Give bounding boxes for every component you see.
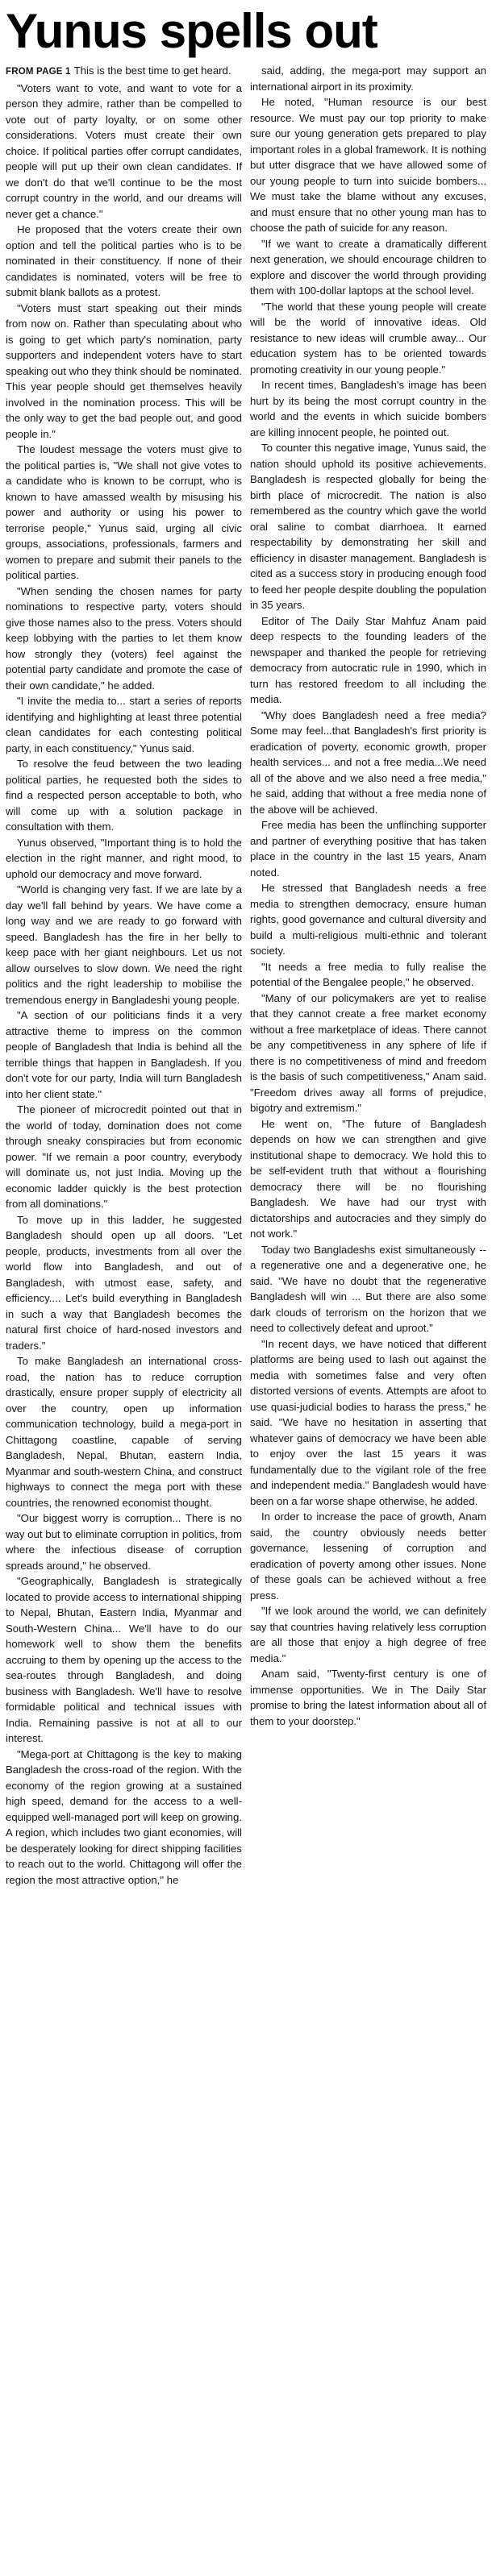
article-paragraph: "Voters want to vote, and want to vote for a person they admire, rather than be compelled to vote out of party loyalty, or on some other considerations. Voters must create their own choice. If political parties offer corrupt candidates, people will put up their own clean candidates. If we don't do that we'll continue to be the most corrupt country in the world, and our dreams will never get a chance." [6, 81, 242, 220]
article-paragraph: The loudest message the voters must give to the political parties is, "We shall not give votes to a candidate who is known to be corrupt, who is known to have amassed wealth by misusing his power and authority or using his power to terrorise people," Yunus said, urging all civic groups, associations, professionals, farmers and women to prepare and submit their panels to the political parties. [6, 443, 242, 581]
article-paragraph: He went on, "The future of Bangladesh depends on how we can strengthen and give institutional shape to democracy. We hold this to be self-evident truth that without a flourishing democracy there will be no flourishing Bangladesh. We have had our tryst with dictatorships and autocracies and they simply do not work." [250, 1117, 486, 1240]
article-body [6, 63, 486, 1888]
article-paragraph: The pioneer of microcredit pointed out that in the world of today, domination does not come through sneaky conspiracies but from economic power. "If we remain a poor country, everybody will dominate us, not just India. Moving up the economic ladder quickly is the best protection from all dominations." [6, 1103, 242, 1210]
article-column-right [250, 63, 486, 1888]
article-paragraph: "If we want to create a dramatically different next generation, we should encourage children to explore and discover the world through providing them with 100-dollar laptops at the school level. [250, 237, 486, 297]
article-paragraph: "When sending the chosen names for party nominations to respective party, voters should give those names also to the press. Voters should keep lobbying with the parties to let them know how strongly they (voters) feel against the potential party candidate and promote the case of their own candidate," he added. [6, 584, 242, 692]
kicker-label: FROM PAGE 1 [6, 67, 71, 77]
article-paragraph: "Our biggest worry is corruption... There is no way out but to eliminate corruption in politics, from where the infectious disease of corruption spreads around," he observed. [6, 1512, 242, 1572]
article-paragraph: "Voters must start speaking out their minds from now on. Rather than speculating about who is going to get which party's nomination, party supporters and independent voters have to start speaking out who they think should be nominated. This year people should get themselves heavily involved in the nomination process. This will be the only way to get the bad people out, and good people in." [6, 301, 242, 440]
article-paragraph: "In recent days, we have noticed that different platforms are being used to lash out against the media with sometimes false and very often distorted versions of events. Attempts are afoot to use quasi-judicial bodies to harass the press," he said. "We have no hesitation in asserting that whatever gains of democracy we have been able to enjoy over the last 15 years it was fundamentally due to the vigilant role of the free and independent media." Bangladesh would have been on a far worse shape otherwise, he added. [250, 1337, 486, 1507]
paragraph-text: This is the best time to get heard. [73, 64, 231, 77]
article-paragraph: To move up in this ladder, he suggested Bangladesh should open up all doors. "Let people, products, investments from all over the world flow into Bangladesh, and out of Bangladesh, with utmost ease, safety, and efficiency.... Let's build everything in Bangladesh in such a way that Bangladesh becomes the natural first choice of hard-nosed investors and traders." [6, 1213, 242, 1352]
article-paragraph: "Many of our policymakers are yet to realise that they cannot create a free market economy without a free marketplace of ideas. There cannot be any competitiveness in any sphere of life if there is no competitiveness of mind and freedom is the basis of such competitiveness," Anam said. "Freedom drives away all forms of prejudice, bigotry and extremism." [250, 991, 486, 1114]
article-paragraph: He proposed that the voters create their own option and tell the political parties who is to be nominated in their constituency. If none of their candidates is nominated, voters will be free to submit blank ballots as a protest. [6, 223, 242, 298]
article-paragraph: "Geographically, Bangladesh is strategically located to provide access to international shipping to Nepal, Bhutan, Eastern India, Myanmar and South-Western China... We'll have to do our homework well to show them the benefits accruing to them by opening up the access to the sea-routes through Bangladesh, and doing business with Bangladesh. We'll have to resolve formidable political and technical issues with India. Remaining passive is not at all to our interest. [6, 1575, 242, 1744]
article-paragraph: Anam said, "Twenty-first century is one of immense opportunities. We in The Daily Star promise to bring the latest information about all of them to your doorstep." [250, 1668, 486, 1727]
headline: Yunus spells out [6, 4, 377, 58]
article-column-left [6, 63, 242, 1888]
article-paragraph: Today two Bangladeshs exist simultaneously -- a regenerative one and a degenerative one, he said. "We have no doubt that the regenerative Bangladesh will win ... But there are also some dark clouds of terrorism on the horizon that we need to collectively defeat and uproot." [250, 1243, 486, 1334]
article-paragraph: "World is changing very fast. If we are late by a day we'll fall behind by years. We have come a long way and we are ready to go forward with speed. Bangladesh has the fire in her belly to keep pace with her giant neighbours. Let us not allow ourselves to slow down. We need the right politics and the right leadership to mobilise the tremendous energy in Bangladeshi young people. [6, 883, 242, 1006]
article-paragraph: said, adding, the mega-port may support an international airport in its proximity. [250, 64, 486, 93]
article-paragraph: In recent times, Bangladesh's image has been hurt by its being the most corrupt country in the world and the events in which suicide bombers are killing innocent people, he pointed out. [250, 379, 486, 438]
article-paragraph: Yunus observed, "Important thing is to hold the election in the right manner, and right mood, to uphold our democracy and move forward. [6, 836, 242, 880]
article-paragraph: Free media has been the unflinching supporter and partner of everything positive that has taken place in the country in the last 15 years, Anam noted. [250, 819, 486, 879]
article-paragraph: "If we look around the world, we can definitely say that countries having relatively less corruption are all those that enjoy a high degree of free media." [250, 1605, 486, 1664]
article-paragraph: In order to increase the pace of growth, Anam said, the country obviously needs better governance, lessening of corruption and eradication of poverty among other issues. None of these goals can be achieved without a free press. [250, 1510, 486, 1602]
article-paragraph: He stressed that Bangladesh needs a free media to strengthen democracy, ensure human rights, good governance and cultural diversity and build a multi-religious multi-ethnic and tolerant society. [250, 882, 486, 957]
article-paragraph: He noted, "Human resource is our best resource. We must pay our top priority to make sure our young generation gets prepared to play important roles in a global framework. It is nothing but utter disgrace that we have allowed some of our young people to turn into suicide bombers... We must take the blame without any excuses, and must ensure that no other young man has to choose the path of suicide for any reason. [250, 96, 486, 234]
article-paragraph: "A section of our politicians finds it a very attractive theme to impress on the common people of Bangladesh that India is behind all the terrible things that happen in Bangladesh. If you don't vote for our party, India will turn Bangladesh into her client state." [6, 1009, 242, 1100]
article-paragraph: "The world that these young people will create will be the world of innovative ideas. Old resistance to new ideas will crumble away... Our education system has to be oriented towards promoting creativity in our young people." [250, 300, 486, 376]
article-paragraph: To make Bangladesh an international cross-road, the nation has to reduce corruption drastically, ensure proper supply of electricity all over the country, open up information communication technology, build a mega-port in Chittagong coastline, capable of serving Bangladesh, Nepal, Bhutan, eastern India, Myanmar and south-western China, and construct highways to connect the mega port with these countries, the renowned economist thought. [6, 1355, 242, 1509]
article-paragraph [6, 63, 242, 81]
article-paragraph: "Mega-port at Chittagong is the key to making Bangladesh the cross-road of the region. With the economy of the region growing at a sustained high speed, demand for the access to a well-equipped well-managed port will keep on growing. A region, which includes two giant economies, will be desperately looking for direct shipping facilities to reach out to the world. Chittagong will offer the region the most attractive option," he [6, 1747, 242, 1886]
article-paragraph: "Why does Bangladesh need a free media? Some may feel...that Bangladesh's first priority is eradication of poverty, economic growth, proper health services... and not a free media...We need all of the above and we also need a free media," he said, adding that without a free media none of the above will be achieved. [250, 708, 486, 816]
article-paragraph: To resolve the feud between the two leading political parties, he requested both the sides to find a respected person acceptable to both, who will come up with a solution package in consultation with them. [6, 758, 242, 833]
article-paragraph: "I invite the media to... start a series of reports identifying and highlighting at least three potential clean candidates for each contesting political party, in each constituency," Yunus said. [6, 695, 242, 754]
article-paragraph: To counter this negative image, Yunus said, the nation should uphold its positive achievements. Bangladesh is respected globally for being the birth place of microcredit. The nation is also remembered as the country which gave the world oral saline to combat diarrhoea. It earned respectability by demonstrating her skill and efficiency in disaster management. Bangladesh is cited as a success story in producing enough food to feed her people despite doubling the population in 35 years. [250, 442, 486, 611]
article-paragraph: "It needs a free media to fully realise the potential of the Bengalee people," he observed. [250, 960, 486, 988]
article-paragraph: Editor of The Daily Star Mahfuz Anam paid deep respects to the founding leaders of the newspaper and thanked the people for retrieving democracy from autocratic rule in 1990, which in turn has restored freedom to all including the media. [250, 614, 486, 705]
